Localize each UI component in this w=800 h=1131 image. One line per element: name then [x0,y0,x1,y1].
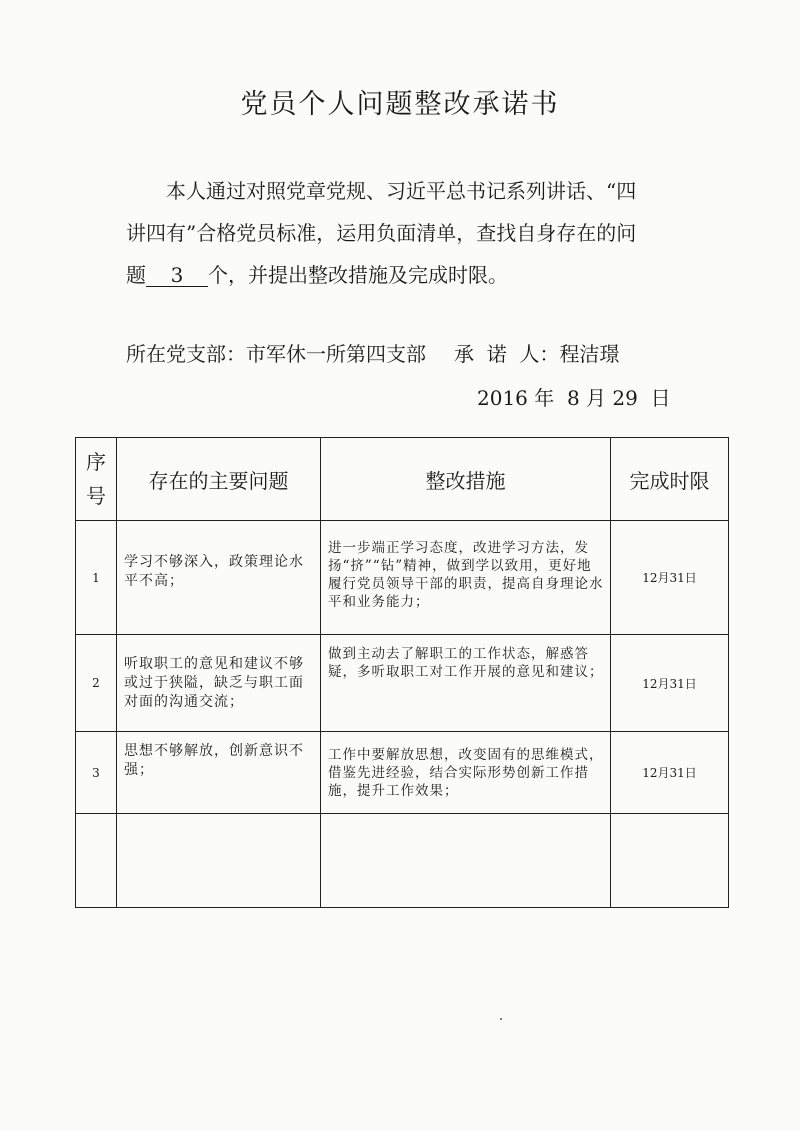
header-problem: 存在的主要问题 [117,438,321,521]
row-number: 3 [76,732,117,814]
row-measures [321,814,611,908]
header-deadline: 完成时限 [611,438,729,521]
row-problem: 听取职工的意见和建议不够或过于狭隘，缺乏与职工面对面的沟通交流； [117,635,321,732]
table-row-empty [76,814,729,908]
header-number: 序 号 [76,438,117,521]
row-problem: 思想不够解放，创新意识不强； [117,732,321,814]
table-row [76,521,729,635]
row-measures: 工作中要解放思想，改变固有的思维模式，借鉴先进经验，结合实际形势创新工作措施，提升工作效果； [321,732,611,814]
promiser-label: 承 诺 人： [454,342,560,366]
row-number: 2 [76,635,117,732]
promiser-value: 程洁璟 [559,342,620,366]
row-deadline: 12月31日 [611,635,729,732]
row-measures: 做到主动去了解职工的工作状态，解惑答疑，多听取职工对工作开展的意见和建议； [321,635,611,732]
table-row [76,635,729,732]
signature-line [126,338,619,367]
row-problem: 学习不够深入，政策理论水平不高； [117,521,321,635]
row-number: 1 [76,521,117,635]
branch-value: 市军休一所第四支部 [246,342,426,366]
intro-line-3-suffix: 个，并提出整改措施及完成时限。 [208,263,508,287]
row-deadline: 12月31日 [611,732,729,814]
row-measures: 进一步端正学习态度，改进学习方法，发扬“挤”“钻”精神，做到学以致用，更好地履行党员领导干部的职责，提高自身理论水平和业务能力； [321,521,611,635]
intro-line-3 [126,254,686,296]
intro-line-2: 讲四有”合格党员标准，运用负面清单，查找自身存在的问 [126,221,637,245]
commitment-date: 2016 年 8 月 29 日 [477,386,671,410]
row-deadline [611,814,729,908]
row-problem [117,814,321,908]
scan-speck [500,1018,502,1020]
intro-paragraph [126,170,686,296]
row-number [76,814,117,908]
table-row [76,732,729,814]
header-measures: 整改措施 [321,438,611,521]
branch-label: 所在党支部： [126,342,246,366]
intro-line-3-prefix: 题 [126,263,146,287]
rectification-table [75,437,729,908]
intro-line-1: 本人通过对照党章党规、习近平总书记系列讲话、“四 [166,179,637,203]
problem-count-blank: 3 [146,264,208,287]
document-title: 党员个人问题整改承诺书 [240,89,560,120]
row-deadline: 12月31日 [611,521,729,635]
table-header-row [76,438,729,521]
